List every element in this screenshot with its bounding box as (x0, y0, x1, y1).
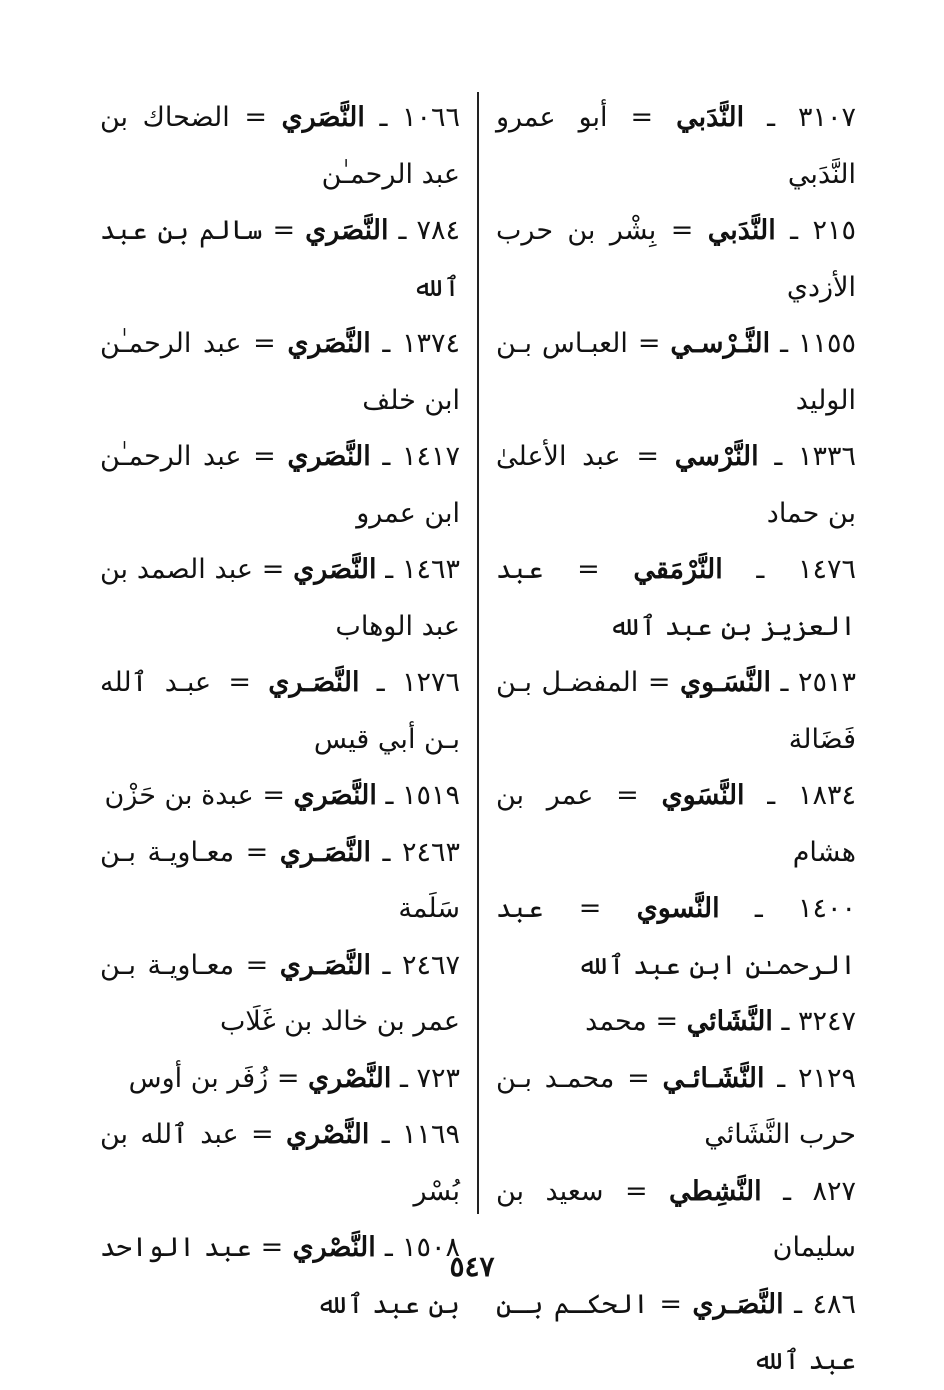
entry-nisba: النَّسَوي (661, 780, 745, 811)
entry-number: ٢٥١٣ (797, 667, 856, 698)
entry-nisba: النَّدَبي (707, 215, 776, 246)
index-entry (100, 90, 460, 203)
index-entry (100, 316, 460, 429)
entry-equals: = (245, 949, 269, 981)
entry-nisba: النَّصَـري (279, 949, 371, 981)
column-divider (477, 92, 479, 1214)
entry-dash: ـ (790, 215, 799, 246)
entry-nisba: النَّسَـوي (680, 667, 771, 698)
entry-number: ١٨٣٤ (797, 780, 856, 811)
entry-person-name: عمر بن هشام (496, 780, 856, 868)
entry-dash: ـ (754, 893, 763, 924)
entry-nisba: النَّشِطي (669, 1175, 762, 1207)
entry-person-name: الحكـم بـن عبد ٱلله (496, 1288, 856, 1376)
entry-equals: = (272, 215, 296, 246)
entry-dash: ـ (777, 1062, 786, 1094)
entry-number: ١٥١٩ (401, 780, 460, 811)
index-entry (496, 429, 856, 542)
entry-nisba: النَّصَري (293, 554, 377, 585)
entry-person-name: عبد الرحمـٰن ابن خلف (100, 328, 460, 416)
entry-number: ١٤٧٦ (797, 554, 856, 585)
index-entry (100, 825, 460, 938)
entry-number: ٨٢٧ (812, 1175, 856, 1207)
entry-nisba: النَّدَبي (676, 102, 745, 133)
entry-equals: = (262, 780, 285, 811)
entry-number: ١٣٧٤ (401, 328, 460, 359)
entry-dash: ـ (756, 554, 765, 585)
entry-person-name: عبدة بن حَزْن (104, 780, 254, 811)
entry-equals: = (637, 328, 661, 359)
entry-equals: = (627, 1062, 650, 1094)
entry-person-name: عبد الرحمـٰن ابن عمرو (100, 441, 460, 529)
entry-equals: = (245, 836, 269, 868)
entry-equals: = (616, 780, 639, 811)
index-entry (496, 994, 856, 1051)
left-column (100, 90, 460, 1333)
entry-dash: ـ (379, 102, 388, 133)
index-entry (100, 655, 460, 768)
entry-nisba: النَّـرْسـي (670, 328, 771, 359)
index-entry (496, 1051, 856, 1164)
entry-equals: = (647, 667, 671, 698)
index-entry (496, 90, 856, 203)
entry-number: ٣٢٤٧ (797, 1006, 856, 1037)
index-entry (100, 542, 460, 655)
right-column (496, 90, 856, 1390)
entry-person-name: زُفَر بن أوس (128, 1062, 269, 1094)
entry-nisba: النَّصْري (286, 1119, 370, 1150)
entry-equals: = (624, 1175, 648, 1207)
entry-dash: ـ (767, 102, 776, 133)
index-entry (100, 1051, 460, 1108)
entry-nisba: النَّصَري (293, 780, 377, 811)
index-entry (496, 881, 856, 994)
entry-dash: ـ (783, 1175, 792, 1207)
entry-nisba: النَّصَـري (692, 1288, 784, 1320)
index-entry (100, 429, 460, 542)
entry-number: ١٤٠٠ (798, 893, 857, 924)
entry-number: ٧٨٤ (416, 215, 460, 246)
entry-person-name: الضحاك بن عبد الرحمـٰن (100, 102, 460, 190)
entry-person-name: معـاويـة بـن سَلَمة (100, 836, 460, 924)
entry-nisba: النَّصَـري (279, 836, 371, 868)
index-entry (100, 938, 460, 1051)
entry-number: ١٣٣٦ (798, 441, 857, 472)
entry-nisba: النَّسوي (636, 893, 720, 924)
entry-number: ٢١٥ (812, 215, 856, 246)
entry-person-name: عبـد ٱلله بـن أبي قيس (100, 667, 460, 755)
entry-equals: = (261, 554, 285, 585)
entry-nisba: النَّرْسي (674, 441, 759, 472)
entry-number: ٤٨٦ (812, 1288, 857, 1320)
entry-dash: ـ (376, 667, 385, 698)
entry-equals: = (670, 215, 694, 246)
index-entry (496, 768, 856, 881)
entry-person-name: سالم بن عبد ٱلله (100, 215, 460, 303)
entry-dash: ـ (780, 328, 789, 359)
entry-equals: = (276, 1062, 300, 1094)
entry-nisba: النَّشَـائـي (662, 1062, 765, 1094)
entry-dash: ـ (398, 215, 407, 246)
entry-number: ٢٤٦٧ (401, 949, 460, 981)
entry-person-name: بِشْر بن حرب الأزدي (496, 215, 856, 303)
entry-number: ١٢٧٦ (401, 667, 460, 698)
entry-number: ١١٥٥ (797, 328, 856, 359)
entry-person-name: المفضـل بـن فَضَالة (496, 667, 856, 755)
entry-equals: = (655, 1006, 679, 1037)
index-entry (100, 1107, 460, 1220)
entry-number: ١١٦٩ (401, 1119, 460, 1150)
entry-dash: ـ (385, 780, 394, 811)
entry-nisba: النَّرْمَقي (633, 554, 723, 585)
entry-number: ٢٤٦٣ (401, 836, 460, 868)
entry-dash: ـ (767, 780, 776, 811)
entry-number: ١٠٦٦ (401, 102, 460, 133)
entry-number: ٣١٠٧ (798, 102, 857, 133)
entry-dash: ـ (781, 1006, 790, 1037)
index-entry (100, 768, 460, 825)
entry-person-name: سعيد بن سليمان (496, 1175, 856, 1263)
entry-number: ١٥٠٨ (401, 1232, 460, 1263)
index-entry (100, 203, 460, 316)
entry-equals: = (260, 1232, 284, 1263)
entry-dash: ـ (794, 1288, 803, 1320)
entry-dash: ـ (780, 667, 789, 698)
entry-number: ١٤٦٣ (401, 554, 460, 585)
entry-nisba: النَّشَائي (686, 1006, 773, 1037)
entry-person-name: محمـد بـن حرب النَّشَائي (496, 1062, 856, 1150)
entry-dash: ـ (381, 1119, 390, 1150)
entry-person-name: عبد الرحمـٰن ابن عبد ٱلله (496, 893, 856, 981)
index-entry (496, 316, 856, 429)
entry-equals: = (659, 1288, 682, 1320)
entry-dash: ـ (385, 554, 394, 585)
entry-person-name: عبد الواحد بن عبد ٱلله (100, 1232, 460, 1320)
entry-dash: ـ (382, 949, 391, 981)
entry-equals: = (578, 893, 602, 924)
entry-number: ٢١٢٩ (797, 1062, 856, 1094)
entry-person-name: عبد الأعلىٰ بن حماد (496, 441, 856, 529)
entry-equals: = (577, 554, 600, 585)
entry-nisba: النَّصَري (281, 102, 365, 133)
entry-equals: = (636, 441, 659, 472)
entry-dash: ـ (382, 441, 391, 472)
entry-nisba: النَّصَـري (268, 667, 360, 698)
entry-equals: = (244, 102, 267, 133)
entry-dash: ـ (382, 328, 391, 359)
entry-nisba: النَّصَري (287, 441, 371, 472)
entry-dash: ـ (382, 836, 391, 868)
entry-nisba: النَّصَري (305, 215, 389, 246)
entry-person-name: أبو عمرو النَّدَبي (496, 102, 856, 190)
entry-equals: = (253, 441, 276, 472)
entry-number: ٧٢٣ (416, 1062, 460, 1094)
entry-person-name: عبد الصمد بن عبد الوهاب (100, 554, 460, 642)
entry-number: ١٤١٧ (401, 441, 460, 472)
index-entry (496, 1277, 856, 1390)
page-number: ٥٤٧ (449, 1250, 495, 1283)
entry-dash: ـ (384, 1232, 393, 1263)
entry-dash: ـ (774, 441, 783, 472)
entry-equals: = (253, 328, 276, 359)
index-entry (496, 655, 856, 768)
entry-person-name: العبـاس بـن الوليد (496, 328, 856, 416)
entry-person-name: عبد ٱلله بن بُسْر (100, 1119, 460, 1207)
entry-nisba: النَّصْري (292, 1232, 376, 1263)
entry-person-name: محمد (585, 1006, 647, 1037)
entry-equals: = (251, 1119, 274, 1150)
entry-dash: ـ (399, 1062, 408, 1094)
entry-person-name: عبد العزيز بن عبد ٱلله (496, 554, 856, 642)
entry-equals: = (228, 667, 251, 698)
entry-nisba: النَّصْري (308, 1062, 392, 1094)
entry-person-name: معـاويـة بـن عمر بن خالد بن غَلَاب (100, 949, 460, 1037)
entry-nisba: النَّصَري (287, 328, 371, 359)
index-entry (496, 542, 856, 655)
entry-equals: = (630, 102, 654, 133)
index-entry (496, 203, 856, 316)
